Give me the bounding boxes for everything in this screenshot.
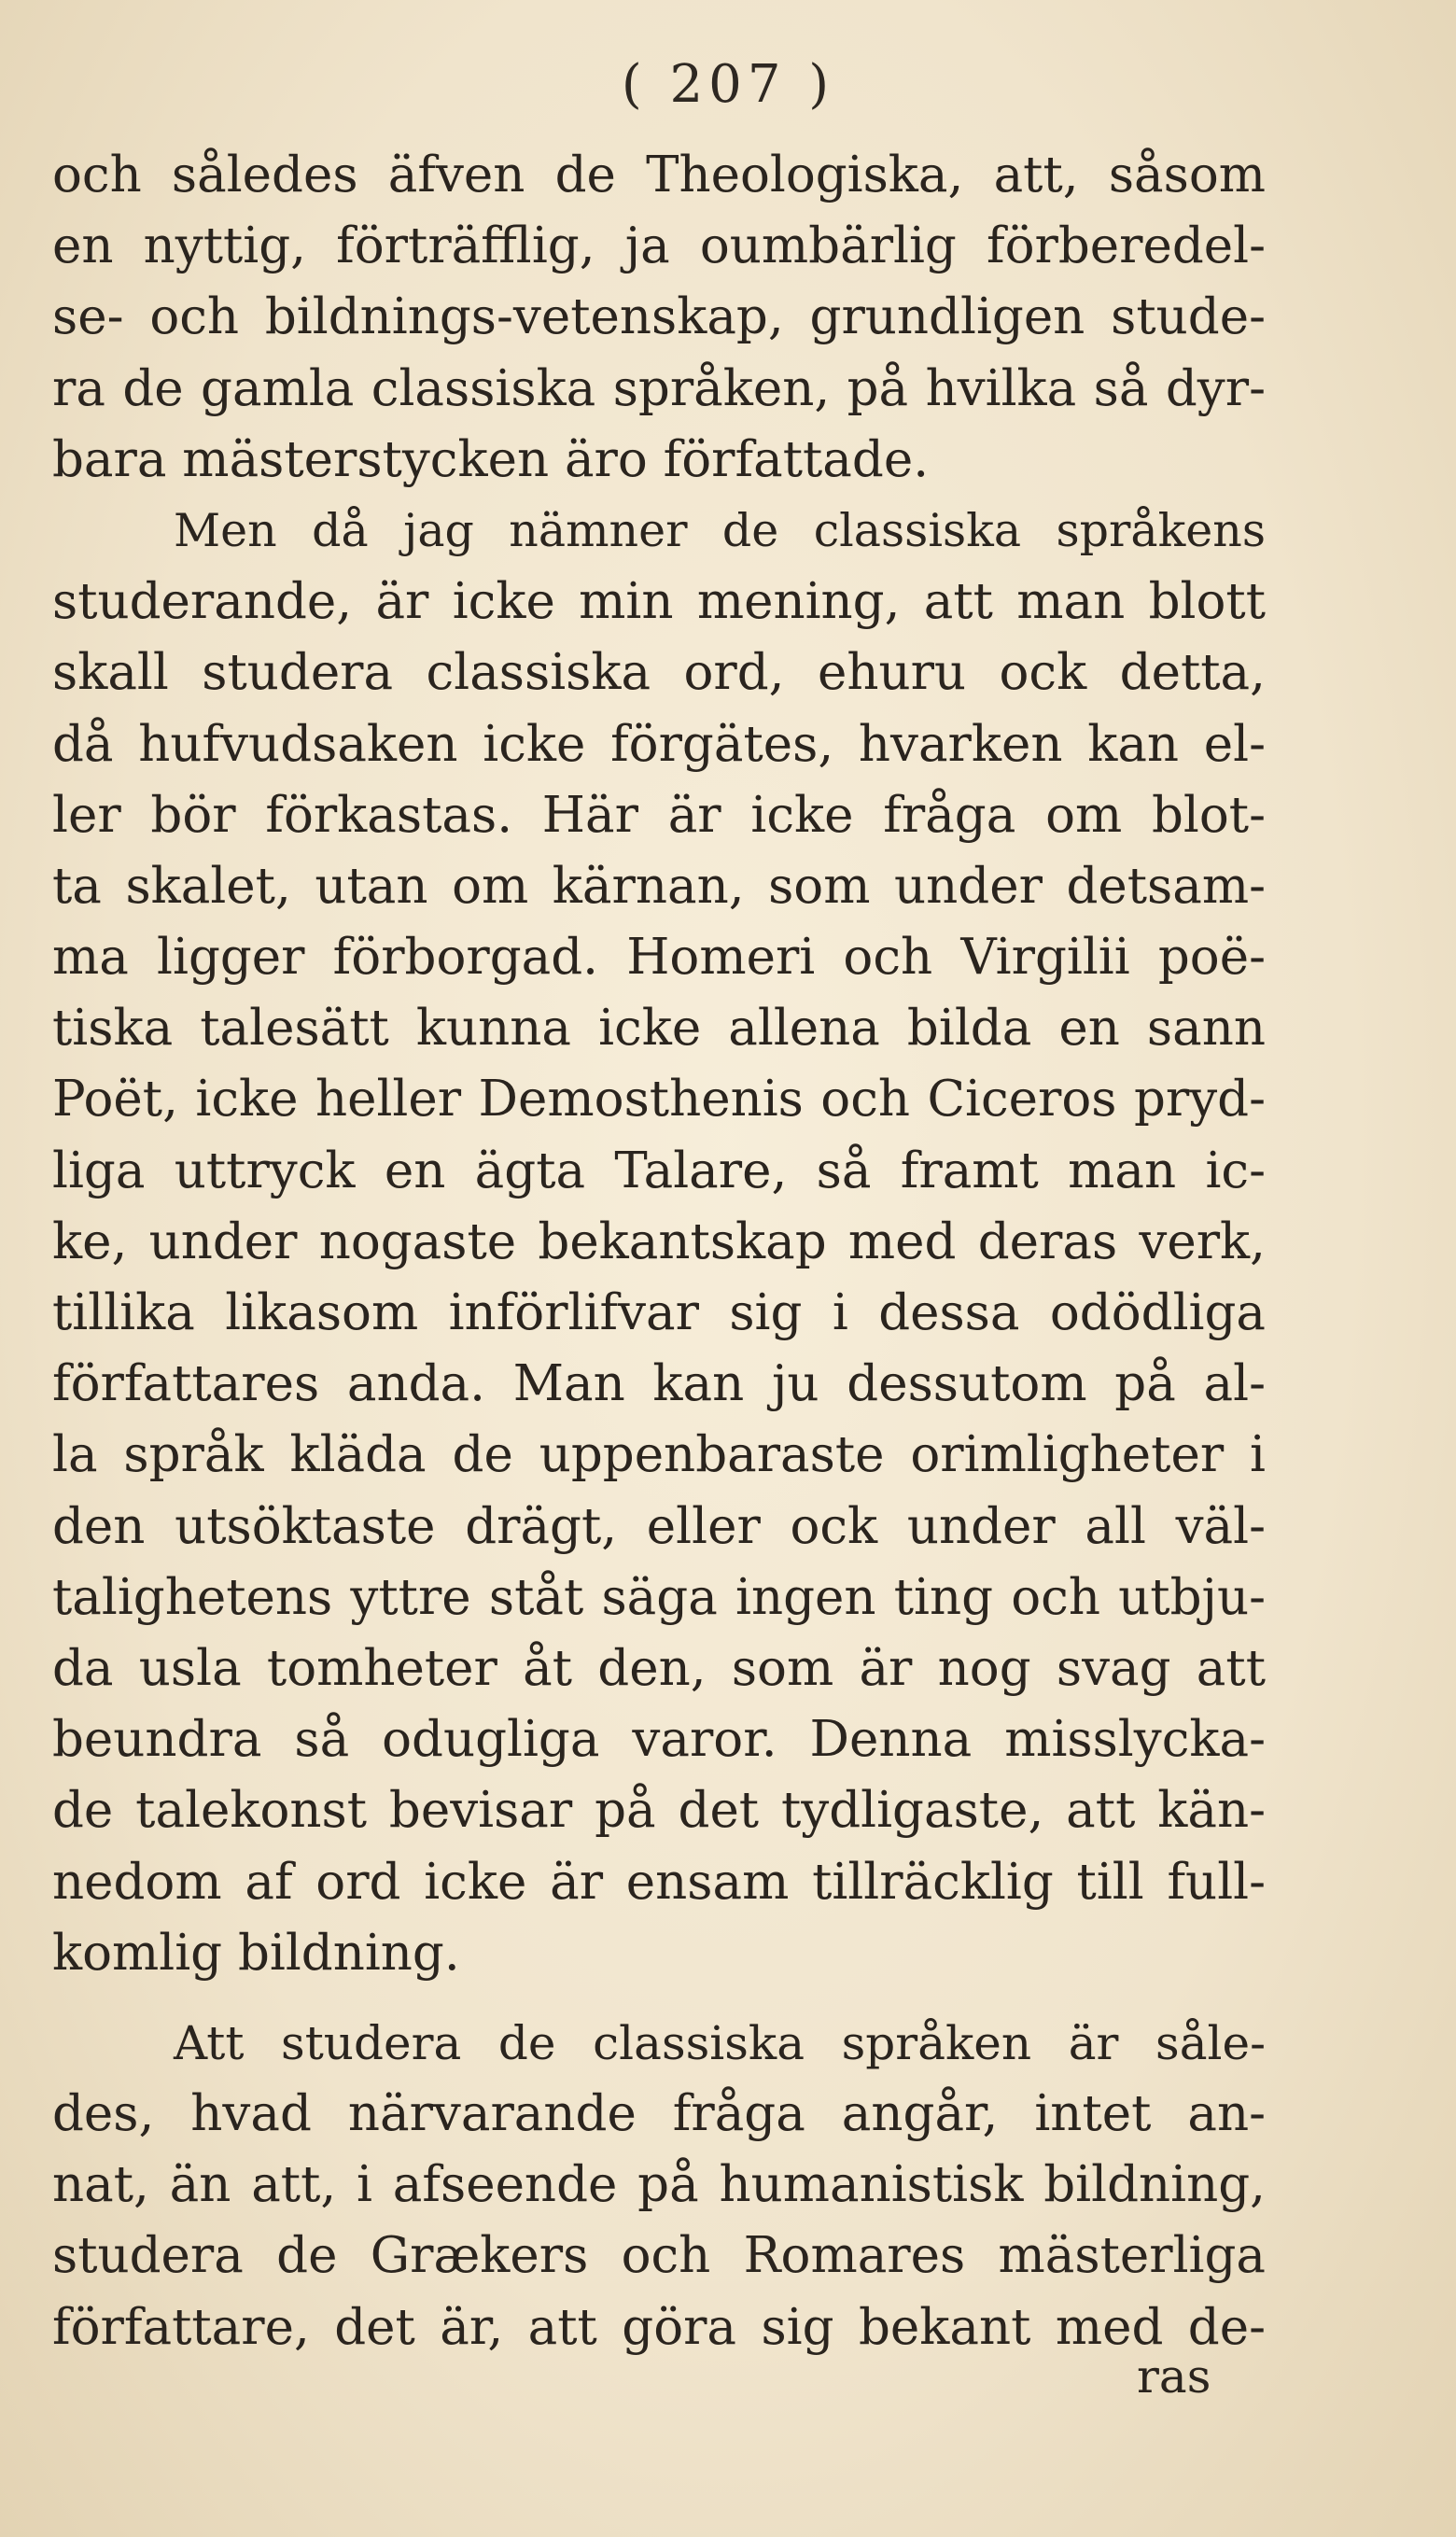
body-text	[52, 140, 1266, 2363]
text-line: beundra så odugliga varor. Denna misslycka-	[52, 1711, 1266, 1769]
text-line: talighetens yttre ståt säga ingen ting och utbju-	[52, 1568, 1266, 1626]
text-line: ra de gamla classiska språken, på hvilka så dyr-	[52, 359, 1266, 417]
text-line: liga uttryck en ägta Talare, så framt man ic-	[52, 1142, 1266, 1199]
text-line: Poët, icke heller Demosthenis och Ciceros pryd-	[52, 1071, 1266, 1128]
text-line: Men då jag nämner de classiska språkens	[174, 503, 1266, 557]
text-line: skall studera classiska ord, ehuru ock detta,	[52, 644, 1266, 702]
text-line: den utsöktaste drägt, eller ock under all väl-	[52, 1497, 1266, 1555]
text-line: författare, det är, att göra sig bekant med de-	[52, 2298, 1266, 2356]
text-line: studerande, är icke min mening, att man blott	[52, 573, 1266, 631]
text-line: en nyttig, förträfflig, ja oumbärlig förberedel-	[52, 217, 1266, 275]
page-number-header: ( 207 )	[621, 54, 835, 115]
paragraph-gap	[52, 1989, 1266, 2008]
text-line: ke, under nogaste bekantskap med deras verk,	[52, 1212, 1266, 1270]
text-line: des, hvad närvarande fråga angår, intet an-	[52, 2085, 1266, 2143]
text-line: ta skalet, utan om kärnan, som under detsam-	[52, 857, 1266, 915]
text-line: la språk kläda de uppenbaraste orimligheter i	[52, 1426, 1266, 1484]
text-line: nat, än att, i afseende på humanistisk bildning,	[52, 2156, 1266, 2214]
text-line: da usla tomheter åt den, som är nog svag att	[52, 1639, 1266, 1697]
text-line: bara mästerstycken äro författade.	[52, 430, 930, 488]
text-line: tillika likasom införlifvar sig i dessa odödliga	[52, 1284, 1266, 1341]
text-line: komlig bildning.	[52, 1924, 460, 1982]
text-line: se- och bildnings-vetenskap, grundligen stude-	[52, 288, 1266, 346]
text-line: då hufvudsaken icke förgätes, hvarken kan el-	[52, 715, 1266, 773]
text-line: och således äfven de Theologiska, att, såsom	[52, 147, 1266, 203]
text-line: de talekonst bevisar på det tydligaste, att kän-	[52, 1782, 1266, 1840]
text-line: studera de Grækers och Romares mästerliga	[52, 2227, 1266, 2285]
text-line: Att studera de classiska språken är såle-	[174, 2015, 1266, 2070]
catchword: ras	[1137, 2349, 1211, 2404]
text-line: nedom af ord icke är ensam tillräcklig till full-	[52, 1853, 1266, 1911]
text-line: ma ligger förborgad. Homeri och Virgilii poë-	[52, 929, 1266, 987]
text-line: författares anda. Man kan ju dessutom på al-	[52, 1355, 1266, 1413]
text-line: tiska talesätt kunna icke allena bilda en sann	[52, 1000, 1266, 1058]
text-line: ler bör förkastas. Här är icke fråga om blot-	[52, 786, 1266, 844]
